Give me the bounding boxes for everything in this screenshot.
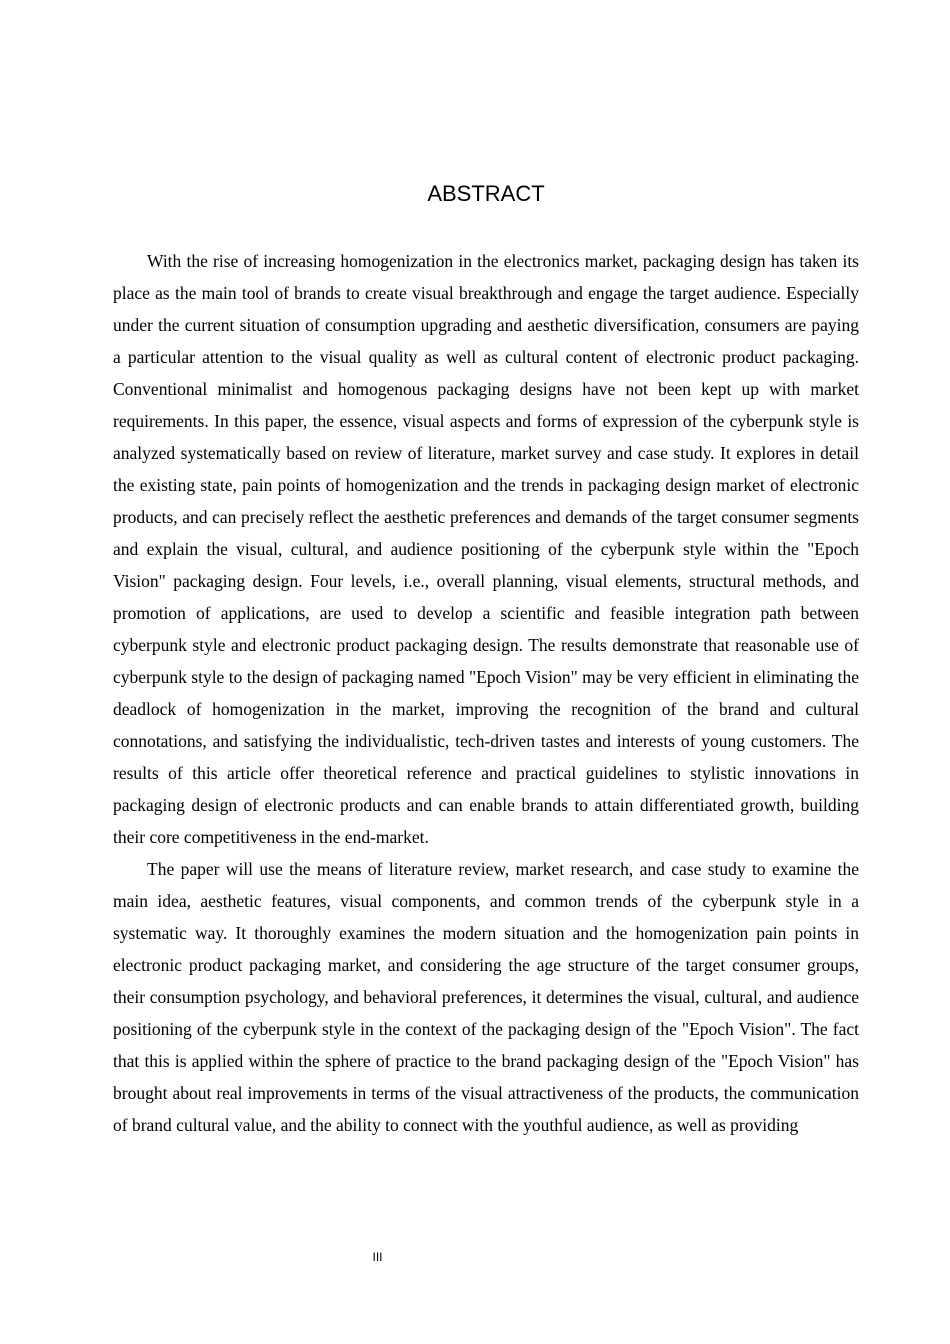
page-number: III <box>372 1250 383 1264</box>
abstract-paragraph-2: The paper will use the means of literature review, market research, and case study to examine the main idea, aesthetic features, visual components, and common trends of the cyberpunk style in a systematic way. It thoroughly examines the modern situation and the homogenization pain points in electronic product packaging market, and considering the age structure of the target consumer groups, their consumption psychology, and behavioral preferences, it determines the visual, cultural, and audience positioning of the cyberpunk style in the context of the packaging design of the "Epoch Vision". The fact that this is applied within the sphere of practice to the brand packaging design of the "Epoch Vision" has brought about real improvements in terms of the visual attractiveness of the products, the communication of brand cultural value, and the ability to connect with the youthful audience, as well as providing <box>113 859 859 1135</box>
abstract-paragraph-1: With the rise of increasing homogenization in the electronics market, packaging design has taken its place as the main tool of brands to create visual breakthrough and engage the target audience. Especially under the current situation of consumption upgrading and aesthetic diversification, consumers are paying a particular attention to the visual quality as well as cultural content of electronic product packaging. Conventional minimalist and homogenous packaging designs have not been kept up with market requirements. In this paper, the essence, visual aspects and forms of expression of the cyberpunk style is analyzed systematically based on review of literature, market survey and case study. It explores in detail the existing state, pain points of homogenization and the trends in packaging design market of electronic products, and can precisely reflect the aesthetic preferences and demands of the target consumer segments and explain the visual, cultural, and audience positioning of the cyberpunk style within the "Epoch Vision" packaging design. Four levels, i.e., overall planning, visual elements, structural methods, and promotion of applications, are used to develop a scientific and feasible integration path between cyberpunk style and electronic product packaging design. The results demonstrate that reasonable use of cyberpunk style to the design of packaging named "Epoch Vision" may be very efficient in eliminating the deadlock of homogenization in the market, improving the recognition of the brand and cultural connotations, and satisfying the individualistic, tech-driven tastes and interests of young customers. The results of this article offer theoretical reference and practical guidelines to stylistic innovations in packaging design of electronic products and can enable brands to attain differentiated growth, building their core competitiveness in the end-market. <box>113 251 859 847</box>
abstract-body <box>113 245 859 1141</box>
abstract-heading: ABSTRACT <box>427 181 545 206</box>
